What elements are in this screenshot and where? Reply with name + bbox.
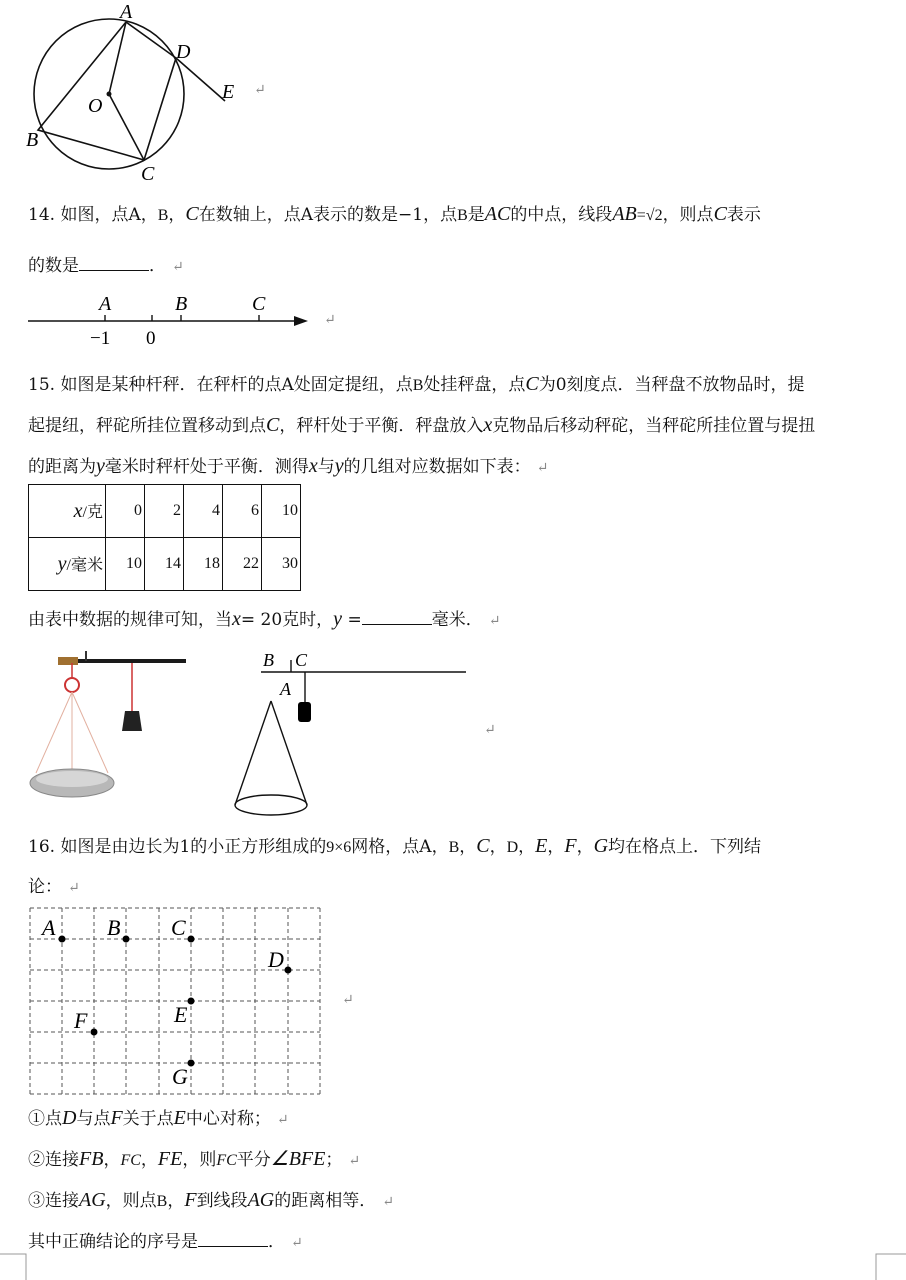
q14-line2: 的数是 ． ↵ — [28, 252, 184, 279]
grid-label-e: E — [174, 1002, 188, 1027]
number-line — [26, 290, 356, 350]
grid-label-f: F — [74, 1008, 88, 1033]
xy-table — [28, 484, 301, 591]
point-a — [59, 936, 66, 943]
return-mark: ↵ — [254, 82, 266, 98]
table-row — [29, 485, 301, 538]
table-cell: 18 — [184, 538, 223, 591]
tick-label-neg1: −1 — [90, 328, 111, 349]
axis-arrow — [294, 316, 308, 326]
weight-icon — [298, 702, 311, 722]
label-e: E — [222, 81, 235, 103]
table-cell: 10 — [262, 485, 301, 538]
q14-line1: 14. 如图，点A，B，C在数轴上，点A表示的数是−1，点B是AC的中点，线段AB=√2，则点C表示 — [28, 203, 761, 225]
q15-conclusion: 由表中数据的规律可知，当x= 20克时，y = 毫米． ↵ — [28, 608, 501, 630]
table-cell: 22 — [223, 538, 262, 591]
cone-left — [235, 701, 271, 805]
q16-item2: ②连接FB，FC，FE，则FC平分∠BFE； ↵ — [28, 1148, 361, 1170]
label-a: A — [120, 1, 133, 23]
q16-line2: 论： ↵ — [28, 877, 80, 897]
label-b: B — [26, 129, 39, 151]
q16-answer-blank — [198, 1228, 268, 1247]
label-o: O — [88, 95, 103, 117]
table-cell: 2 — [145, 485, 184, 538]
table-row — [29, 538, 301, 591]
diagram-label-a: A — [280, 679, 291, 699]
row-header-y: y/毫米 — [29, 538, 106, 591]
return-mark: ↵ — [342, 992, 354, 1008]
grid-label-c: C — [171, 915, 186, 940]
circle-figure — [20, 0, 280, 190]
diagram-label-c: C — [295, 650, 308, 670]
label-c: C — [141, 163, 155, 185]
steelyard-diagram — [225, 645, 475, 820]
return-mark: ↵ — [484, 722, 496, 738]
weight-icon — [122, 711, 142, 731]
table-cell: 6 — [223, 485, 262, 538]
q16-final: 其中正确结论的序号是 ． ↵ — [28, 1228, 303, 1255]
return-mark: ↵ — [324, 312, 336, 328]
grid-label-g: G — [172, 1064, 188, 1089]
table-cell: 0 — [106, 485, 145, 538]
grid-label-a: A — [42, 915, 56, 940]
q15-answer-blank — [362, 606, 432, 625]
quadrilateral-abcd — [38, 22, 176, 160]
ring-icon — [65, 678, 79, 692]
point-a-label: A — [99, 293, 112, 315]
q15-line2: 起提纽，秤砣所挂位置移动到点C，秤杆处于平衡．秤盘放入x克物品后移动秤砣，当秤砣所挂位置与提扭 — [28, 414, 816, 436]
q16-line1: 16. 如图是由边长为1的小正方形组成的9×6网格，点A，B，C，D，E，F，G均在格点上．下列结 — [28, 835, 762, 857]
table-cell: 10 — [106, 538, 145, 591]
cone-base — [235, 795, 307, 815]
row-header-x: x/克 — [29, 485, 106, 538]
steelyard-photo — [28, 645, 198, 810]
table-cell: 14 — [145, 538, 184, 591]
grid-label-d: D — [268, 947, 284, 972]
q15-line1: 15. 如图是某种杆秤．在秤杆的点A处固定提纽，点B处挂秤盘，点C为0刻度点．当秤盘不放物品时，提 — [28, 373, 805, 395]
table-cell: 4 — [184, 485, 223, 538]
label-d: D — [176, 41, 191, 63]
center-dot — [107, 92, 112, 97]
beam-handle — [58, 657, 78, 665]
segment-oc — [109, 94, 144, 160]
q16-item1: ①点D与点F关于点E中心对称； ↵ — [28, 1107, 289, 1129]
grid-label-b: B — [107, 915, 121, 940]
tick-label-0: 0 — [146, 328, 156, 349]
page-corner-marks — [0, 1250, 906, 1280]
grid-figure — [28, 906, 324, 1100]
point-c-label: C — [252, 293, 266, 315]
q16-item3: ③连接AG，则点B，F到线段AG的距离相等． ↵ — [28, 1189, 394, 1211]
q14-answer-blank — [79, 252, 149, 271]
point-c — [188, 936, 195, 943]
point-b-label: B — [175, 293, 188, 315]
point-e — [188, 998, 195, 1005]
point-f — [91, 1029, 98, 1036]
point-d — [285, 967, 292, 974]
q15-line3: 的距离为y毫米时秤杆处于平衡．测得x与y的几组对应数据如下表： ↵ — [28, 455, 549, 477]
diagram-label-b: B — [263, 650, 274, 670]
table-cell: 30 — [262, 538, 301, 591]
point-b — [123, 936, 130, 943]
point-g — [188, 1060, 195, 1067]
